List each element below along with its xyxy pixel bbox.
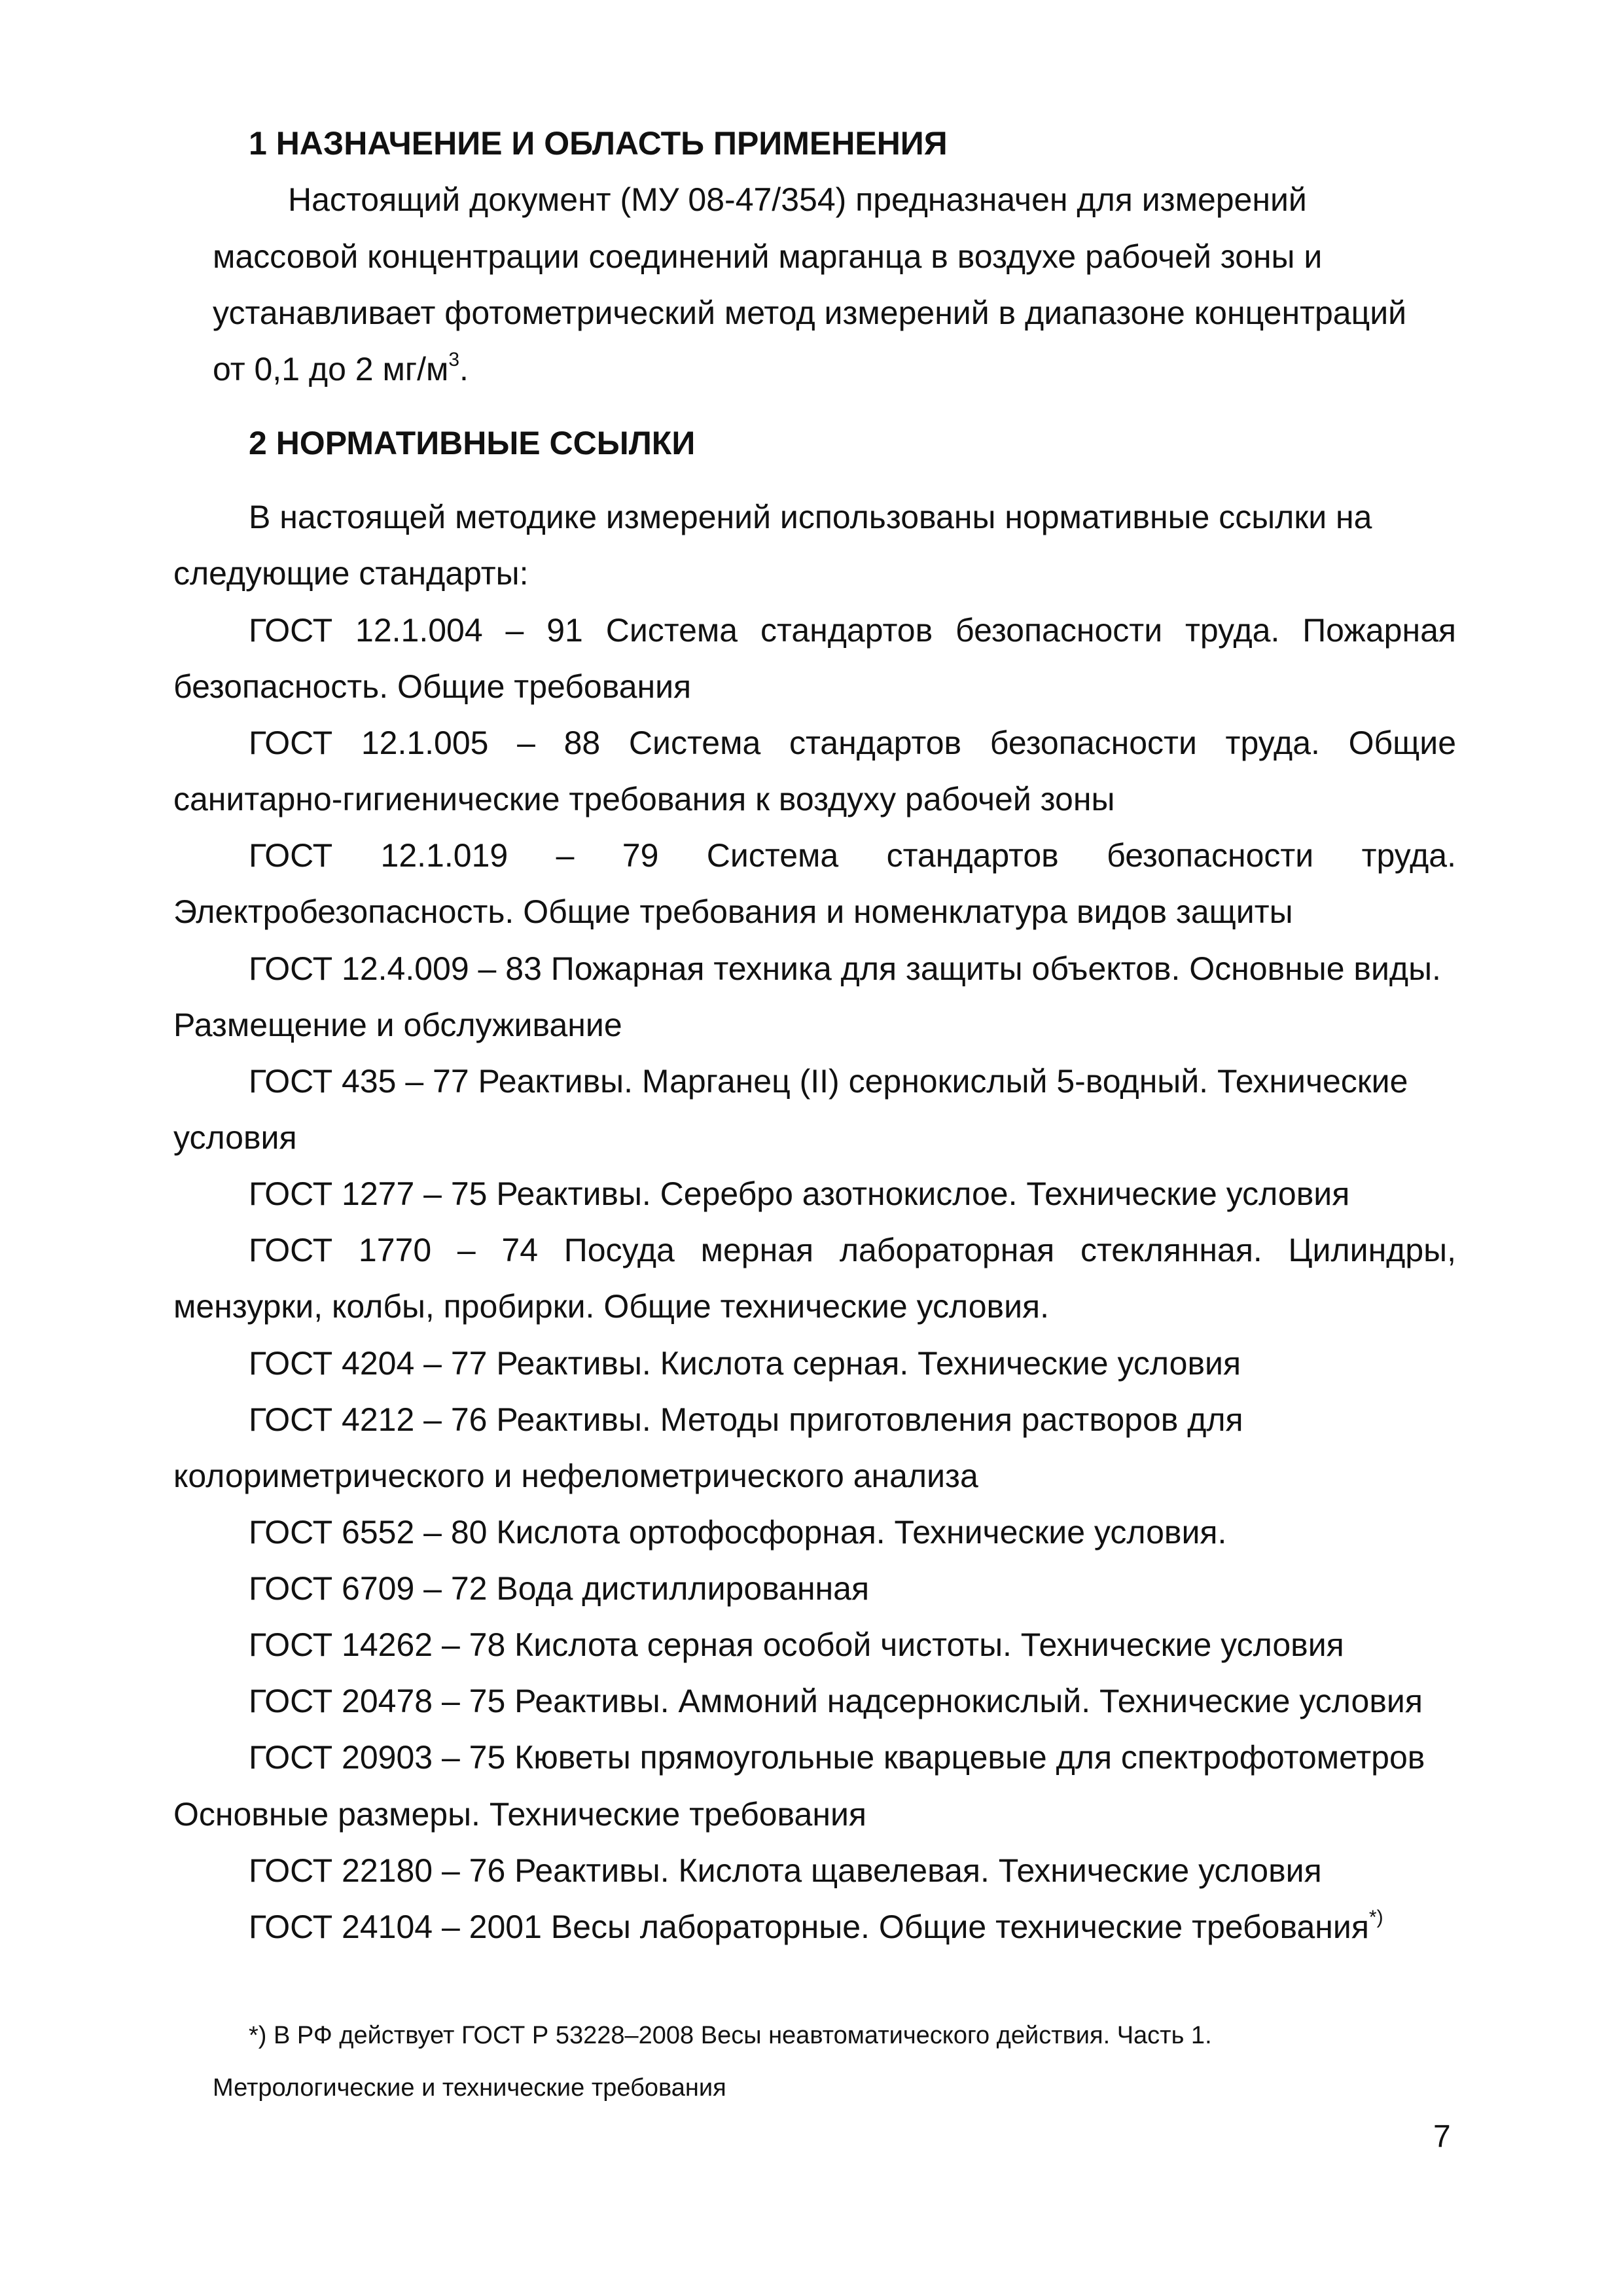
ref-line: ГОСТ 1770 – 74 Посуда мерная лабораторная стеклянная. Цилиндры, <box>249 1232 1456 1268</box>
ref-line: ГОСТ 4204 – 77 Реактивы. Кислота серная. Технические условия <box>249 1345 1241 1382</box>
ref-line-text: ГОСТ 24104 – 2001 Весы лабораторные. Общие технические требования <box>249 1909 1369 1945</box>
section1-line: Настоящий документ (МУ 08-47/354) предназначен для измерений <box>288 181 1307 218</box>
ref-line: ГОСТ 12.1.004 – 91 Система стандартов безопасности труда. Пожарная <box>249 612 1456 649</box>
ref-line: ГОСТ 22180 – 76 Реактивы. Кислота щавелевая. Технические условия <box>249 1852 1322 1889</box>
ref-line: ГОСТ 14262 – 78 Кислота серная особой чистоты. Технические условия <box>249 1626 1344 1663</box>
ref-line: условия <box>173 1119 297 1156</box>
ref-line: безопасность. Общие требования <box>173 668 692 705</box>
section1-line <box>213 350 1456 389</box>
section2-intro: следующие стандарты: <box>173 555 529 592</box>
ref-line: ГОСТ 6552 – 80 Кислота ортофосфорная. Технические условия. <box>249 1514 1227 1551</box>
footnote-line: Метрологические и технические требования <box>213 2074 726 2102</box>
section2-heading: 2 НОРМАТИВНЫЕ ССЫЛКИ <box>249 425 696 461</box>
page-number: 7 <box>1433 2119 1451 2154</box>
ref-line: Электробезопасность. Общие требования и номенклатура видов защиты <box>173 893 1293 930</box>
ref-line: ГОСТ 20478 – 75 Реактивы. Аммоний надсернокислый. Технические условия <box>249 1683 1423 1719</box>
ref-line: ГОСТ 20903 – 75 Кюветы прямоугольные кварцевые для спектрофотометров <box>249 1739 1425 1776</box>
ref-line: ГОСТ 6709 – 72 Вода дистиллированная <box>249 1570 870 1607</box>
ref-line: мензурки, колбы, пробирки. Общие технические условия. <box>173 1288 1050 1325</box>
ref-line: Основные размеры. Технические требования <box>173 1796 866 1833</box>
unit-superscript: 3 <box>448 349 460 371</box>
ref-line: ГОСТ 1277 – 75 Реактивы. Серебро азотнокислое. Технические условия <box>249 1175 1350 1212</box>
ref-line <box>249 1907 1456 1946</box>
ref-line: ГОСТ 4212 – 76 Реактивы. Методы приготовления растворов для <box>249 1401 1243 1438</box>
ref-line: Размещение и обслуживание <box>173 1007 622 1043</box>
ref-line: колориметрического и нефелометрического анализа <box>173 1458 978 1494</box>
end-punct: . <box>459 351 469 387</box>
ref-line: ГОСТ 12.4.009 – 83 Пожарная техника для защиты объектов. Основные виды. <box>249 950 1441 987</box>
section2-intro: В настоящей методике измерений использованы нормативные ссылки на <box>249 499 1372 535</box>
section1-line: устанавливает фотометрический метод измерений в диапазоне концентраций <box>213 295 1407 331</box>
ref-line: ГОСТ 12.1.019 – 79 Система стандартов безопасности труда. <box>249 837 1456 874</box>
ref-line: ГОСТ 435 – 77 Реактивы. Марганец (II) сернокислый 5-водный. Технические <box>249 1063 1408 1100</box>
section1-heading: 1 НАЗНАЧЕНИЕ И ОБЛАСТЬ ПРИМЕНЕНИЯ <box>249 125 948 162</box>
footnote-line: *) В РФ действует ГОСТ Р 53228–2008 Весы неавтоматического действия. Часть 1. <box>249 2022 1212 2049</box>
ref-line: санитарно-гигиенические требования к воздуху рабочей зоны <box>173 781 1115 817</box>
ref-line: ГОСТ 12.1.005 – 88 Система стандартов безопасности труда. Общие <box>249 725 1456 761</box>
section1-line-text: от 0,1 до 2 мг/м <box>213 351 449 387</box>
section1-line: массовой концентрации соединений марганца в воздухе рабочей зоны и <box>213 238 1323 275</box>
footnote-marker: *) <box>1368 1907 1383 1929</box>
